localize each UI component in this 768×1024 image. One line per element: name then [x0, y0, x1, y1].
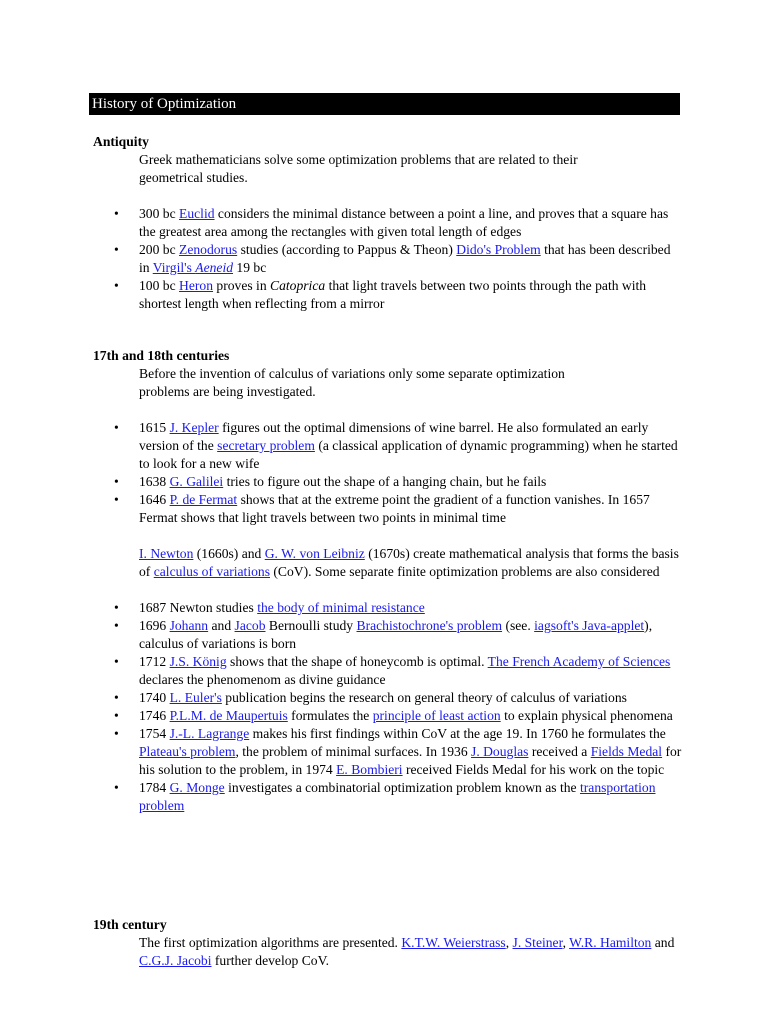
section-heading: 17th and 18th centuries: [93, 348, 230, 363]
list-item: • 1646 P. de Fermat shows that at the extreme point the gradient of a function vanishes. In 1657 Fermat shows that light travels between two points in minimal time: [93, 491, 683, 527]
link-galilei[interactable]: G. Galilei: [169, 474, 224, 489]
link-bombieri[interactable]: E. Bombieri: [336, 762, 403, 777]
bullet-list: [93, 419, 683, 527]
link-didos-problem[interactable]: Dido's Problem: [456, 242, 541, 257]
link-heron[interactable]: Heron: [179, 278, 214, 293]
section-intro: The first optimization algorithms are presented. K.T.W. Weierstrass, J. Steiner, W.R. Hamilton and C.G.J. Jacobi further develop CoV.: [139, 935, 675, 968]
section-intro: Greek mathematicians solve some optimization problems that are related to their geometrical studies.: [139, 152, 578, 185]
list-item: • 1746 P.L.M. de Maupertuis formulates the principle of least action to explain physical phenomena: [93, 707, 683, 725]
link-johann[interactable]: Johann: [169, 618, 209, 633]
link-maupertuis[interactable]: P.L.M. de Maupertuis: [169, 708, 288, 723]
section-heading: Antiquity: [93, 134, 149, 149]
section-19th-century: [93, 916, 683, 970]
link-secretary-problem[interactable]: secretary problem: [217, 438, 315, 453]
list-item: • 200 bc Zenodorus studies (according to Pappus & Theon) Dido's Problem that has been described in Virgil's Aeneid 19 bc: [93, 241, 683, 277]
list-item: • 1712 J.S. König shows that the shape of honeycomb is optimal. The French Academy of Sciences declares the phenomenom as divine guidance: [93, 653, 683, 689]
list-item: • 1784 G. Monge investigates a combinatorial optimization problem known as the transportation problem: [93, 779, 683, 815]
section-heading: 19th century: [93, 917, 167, 932]
link-brachistochrone-problem[interactable]: Brachistochrone's problem: [356, 618, 503, 633]
link-fields-medal[interactable]: Fields Medal: [590, 744, 663, 759]
link-monge[interactable]: G. Monge: [169, 780, 225, 795]
link-euclid[interactable]: Euclid: [179, 206, 215, 221]
list-item: • 1740 L. Euler's publication begins the research on general theory of calculus of variations: [93, 689, 683, 707]
link-fermat[interactable]: P. de Fermat: [169, 492, 238, 507]
link-kepler[interactable]: J. Kepler: [169, 420, 219, 435]
link-leibniz[interactable]: G. W. von Leibniz: [264, 546, 365, 561]
link-weierstrass[interactable]: K.T.W. Weierstrass: [401, 935, 506, 950]
link-transportation-problem[interactable]: transportation problem: [139, 780, 656, 813]
link-newton[interactable]: I. Newton: [139, 546, 194, 561]
link-body-of-minimal-resistance[interactable]: the body of minimal resistance: [257, 600, 425, 615]
paragraph-newton-leibniz: I. Newton (1660s) and G. W. von Leibniz (1670s) create mathematical analysis that forms the basis of calculus of variations (CoV). Some separate finite optimization problems are also considered: [139, 546, 679, 579]
section-intro: Before the invention of calculus of variations only some separate optimization problems are being investigated.: [139, 366, 565, 399]
section-17th-18th-centuries: [93, 347, 683, 815]
link-hamilton[interactable]: W.R. Hamilton: [569, 935, 652, 950]
link-virgils-aeneid[interactable]: Virgil's Aeneid: [152, 260, 234, 275]
list-item: • 1696 Johann and Jacob Bernoulli study Brachistochrone's problem (see. iagsoft's Java-applet), calculus of variations is born: [93, 617, 683, 653]
bullet-list: [93, 205, 683, 313]
link-zenodorus[interactable]: Zenodorus: [179, 242, 238, 257]
list-item: • 1687 Newton studies the body of minimal resistance: [93, 599, 683, 617]
link-konig[interactable]: J.S. König: [169, 654, 227, 669]
list-item: • 300 bc Euclid considers the minimal distance between a point a line, and proves that a square has the greatest area among the rectangles with given total length of edges: [93, 205, 683, 241]
link-iagsoft-java-applet[interactable]: iagsoft's Java-applet: [534, 618, 645, 633]
section-antiquity: [93, 133, 683, 313]
list-item: • 100 bc Heron proves in Catoprica that light travels between two points through the path with shortest length when reflecting from a mirror: [93, 277, 683, 313]
link-euler[interactable]: L. Euler's: [169, 690, 222, 705]
link-calculus-of-variations[interactable]: calculus of variations: [153, 564, 270, 579]
link-principle-of-least-action[interactable]: principle of least action: [372, 708, 501, 723]
link-french-academy[interactable]: The French Academy of Sciences: [487, 654, 671, 669]
link-jacob[interactable]: Jacob: [234, 618, 266, 633]
link-steiner[interactable]: J. Steiner: [512, 935, 563, 950]
link-lagrange[interactable]: J.-L. Lagrange: [169, 726, 250, 741]
bullet-list: [93, 599, 683, 815]
link-douglas[interactable]: J. Douglas: [471, 744, 529, 759]
page-title: History of Optimization: [89, 93, 680, 115]
link-jacobi[interactable]: C.G.J. Jacobi: [139, 953, 212, 968]
list-item: • 1754 J.-L. Lagrange makes his first findings within CoV at the age 19. In 1760 he formulates the Plateau's problem, the problem of minimal surfaces. In 1936 J. Douglas received a Fields Medal for his solution to the problem, in 1974 E. Bombieri received Fields Medal for his work on the topic: [93, 725, 683, 779]
list-item: • 1638 G. Galilei tries to figure out the shape of a hanging chain, but he fails: [93, 473, 683, 491]
list-item: • 1615 J. Kepler figures out the optimal dimensions of wine barrel. He also formulated an early version of the secretary problem (a classical application of dynamic programming) when he started to look for a new wife: [93, 419, 683, 473]
link-plateaus-problem[interactable]: Plateau's problem: [139, 744, 236, 759]
